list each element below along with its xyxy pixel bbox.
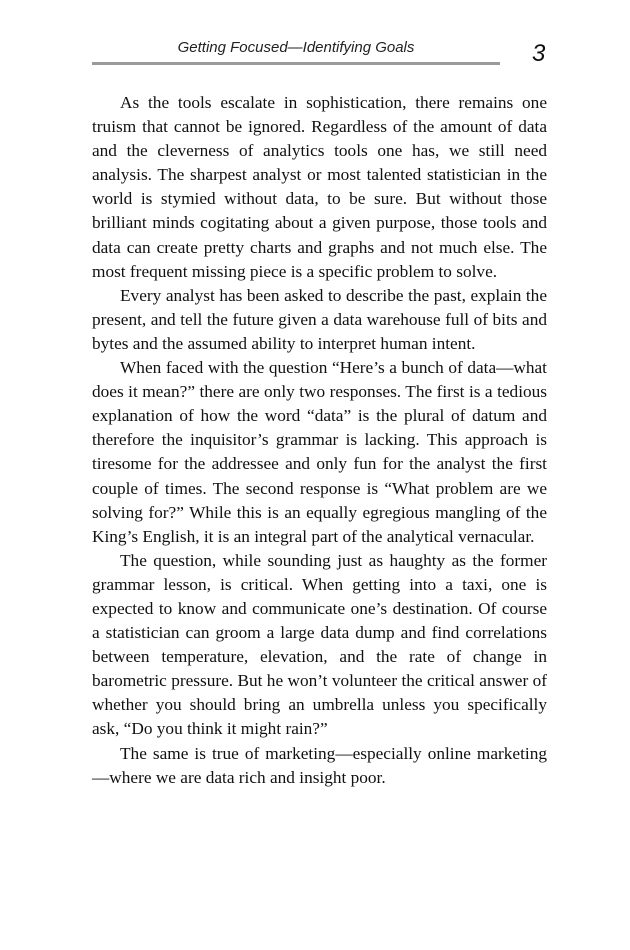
paragraph: The question, while sounding just as haughty as the former grammar lesson, is critical. When getting into a taxi, one is expected to know and communicate one’s destination. Of course a statistician can groom a large data dump and find correlations between temperature, elevation, and the rate of change in barometric pressure. But he won’t volunteer the critical answer of whether you should bring an umbrella unless you specifically ask, “Do you think it might rain?” (92, 550, 547, 739)
running-head: Getting Focused—Identifying Goals (177, 39, 415, 56)
paragraph: When faced with the question “Here’s a bunch of data—what does it mean?” there are only two responses. The first is a tedious explanation of how the word “data” is the plural of datum and therefore the inquisitor’s grammar is lacking. This approach is tiresome for the addressee and only fun for the analyst the first couple of times. The second response is “What problem are we solving for?” While this is an equally egregious mangling of the King’s English, it is an integral part of the analytical vernacular. (92, 358, 547, 546)
header-rule (92, 62, 500, 65)
paragraph: As the tools escalate in sophistication, there remains one truism that cannot be ignored. Regardless of the amount of data and the cleverness of analytics tools one has, we still need analysis. The sharpest analyst or most talented statistician in the world is stymied without data, to be sure. But without those brilliant minds cogitating about a given purpose, those tools and data can create pretty charts and graphs and not much else. The most frequent missing piece is a specific problem to solve. (92, 93, 547, 281)
paragraph: Every analyst has been asked to describe the past, explain the present, and tell the future given a data warehouse full of bits and bytes and the assumed ability to interpret human intent. (92, 285, 547, 353)
paragraph: The same is true of marketing—especially online marketing—where we are data rich and insight poor. (92, 743, 547, 787)
page-number: 3 (532, 40, 546, 67)
body-text (92, 91, 547, 790)
